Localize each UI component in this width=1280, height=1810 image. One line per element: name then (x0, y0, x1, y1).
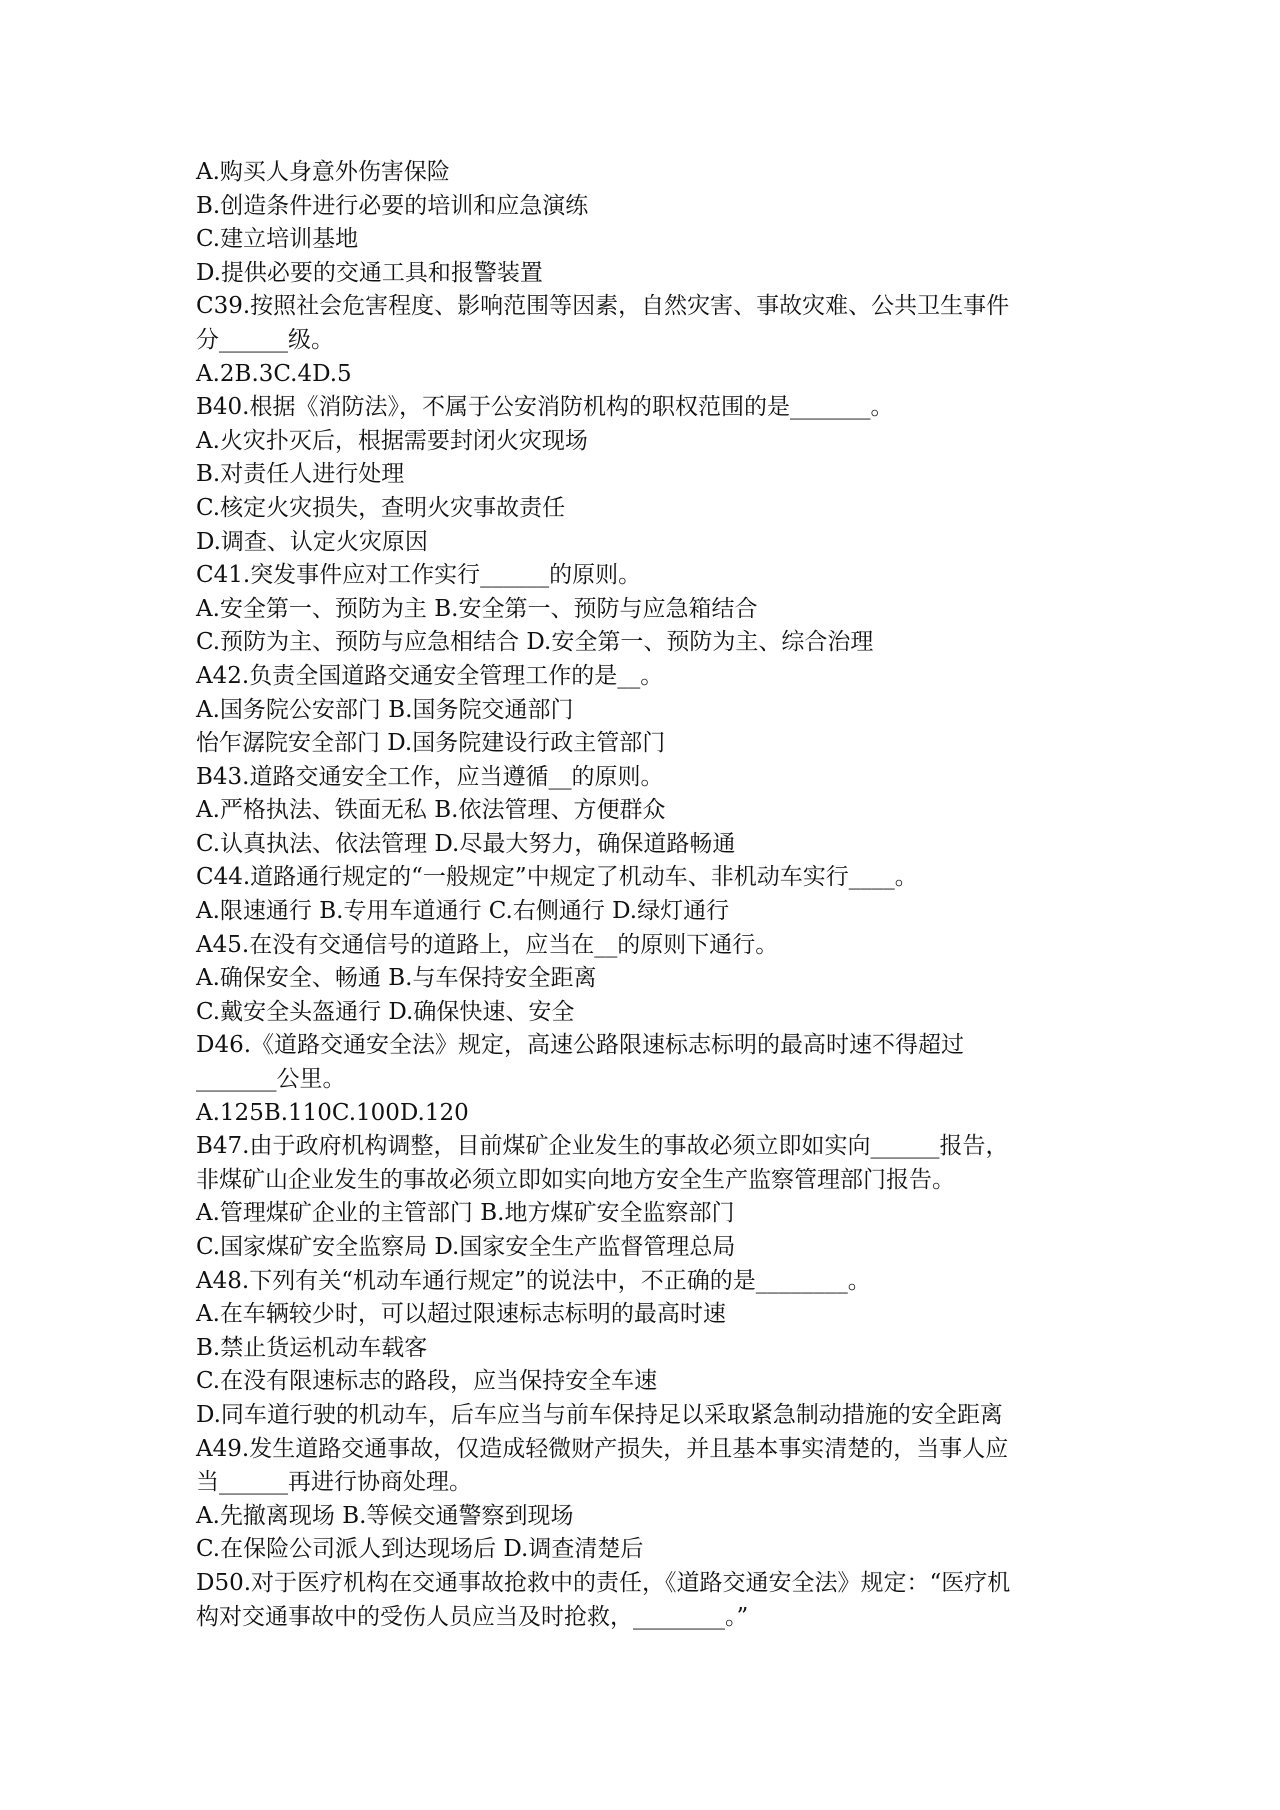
text-line: C41.突发事件应对工作实行______的原则。 (196, 562, 642, 589)
text-line: B47.由于政府机构调整，目前煤矿企业发生的事故必须立即如实向______报告， (196, 1133, 1009, 1160)
text-line: C.在保险公司派人到达现场后 D.调查清楚后 (196, 1536, 644, 1563)
text-line: A.火灾扑灭后，根据需要封闭火灾现场 (196, 427, 588, 454)
text-line: _______公里。 (196, 1066, 346, 1093)
text-line: A.购买人身意外伤害保险 (196, 159, 450, 185)
text-line: B.对责任人进行处理 (196, 461, 405, 488)
text-line: B40.根据《消防法》，不属于公安消防机构的职权范围的是_______。 (196, 394, 894, 421)
text-line: 当______再进行协商处理。 (196, 1469, 472, 1496)
text-line: 分______级。 (196, 326, 334, 353)
text-line: C.认真执法、依法管理 D.尽最大努力，确保道路畅通 (196, 830, 736, 857)
text-line: B43.道路交通安全工作，应当遵循__的原则。 (196, 763, 664, 790)
text-line: A.125B.110C.100D.120 (196, 1099, 469, 1126)
text-line: C.预防为主、预防与应急相结合 D.安全第一、预防为主、综合治理 (196, 629, 874, 656)
text-line: A.限速通行 B.专用车道通行 C.右侧通行 D.绿灯通行 (196, 898, 730, 925)
text-line: C44.道路通行规定的“一般规定”中规定了机动车、非机动车实行____。 (196, 864, 918, 891)
text-line: A.国务院公安部门 B.国务院交通部门 (196, 696, 574, 723)
text-line: C.国家煤矿安全监察局 D.国家安全生产监督管理总局 (196, 1234, 736, 1260)
text-line: A.安全第一、预防为主 B.安全第一、预防与应急箱结合 (196, 595, 758, 622)
text-line: A49.发生道路交通事故，仅造成轻微财产损失，并且基本事实清楚的，当事人应 (196, 1435, 1009, 1462)
text-line: 非煤矿山企业发生的事故必须立即如实向地方安全生产监察管理部门报告。 (196, 1166, 955, 1193)
document-body (196, 156, 1096, 1634)
text-line: D.提供必要的交通工具和报警装置 (196, 259, 543, 286)
text-line: B.禁止货运机动车载客 (196, 1334, 428, 1361)
text-line: C.核定火灾损失，查明火灾事故责任 (196, 494, 566, 521)
text-line: D50.对于医疗机构在交通事故抢救中的责任，《道路交通安全法》规定：“医疗机 (196, 1569, 1011, 1596)
text-line: 怡乍潺院安全部门 D.国务院建设行政主管部门 (196, 730, 666, 757)
text-line: C.建立培训基地 (196, 226, 359, 253)
text-line: A.在车辆较少时，可以超过限速标志标明的最高时速 (196, 1301, 726, 1328)
text-line: A42.负责全国道路交通安全管理工作的是__。 (196, 662, 664, 689)
text-line: A45.在没有交通信号的道路上，应当在__的原则下通行。 (196, 931, 779, 958)
text-line: C.戴安全头盔通行 D.确保快速、安全 (196, 998, 575, 1025)
text-line: C.在没有限速标志的路段，应当保持安全车速 (196, 1368, 658, 1395)
text-line: B.创造条件进行必要的培训和应急演练 (196, 192, 589, 219)
text-line: A.先撤离现场 B.等候交通警察到现场 (196, 1502, 574, 1529)
text-line: D.调查、认定火灾原因 (196, 528, 428, 555)
text-line: D46.《道路交通安全法》规定，高速公路限速标志标明的最高时速不得超过 (196, 1032, 965, 1059)
text-line: A48.下列有关“机动车通行规定”的说法中，不正确的是________。 (196, 1267, 871, 1294)
text-line: A.严格执法、铁面无私 B.依法管理、方便群众 (196, 797, 666, 824)
text-line: D.同车道行驶的机动车，后车应当与前车保持足以采取紧急制动措施的安全距离 (196, 1401, 1003, 1428)
text-line: A.2B.3C.4D.5 (196, 360, 352, 387)
text-line: C39.按照社会危害程度、影响范围等因素，自然灾害、事故灾难、公共卫生事件 (196, 293, 1010, 320)
text-line: 构对交通事故中的受伤人员应当及时抢救，________。” (196, 1603, 749, 1630)
text-line: A.管理煤矿企业的主管部门 B.地方煤矿安全监察部门 (196, 1200, 735, 1227)
text-line: A.确保安全、畅通 B.与车保持安全距离 (196, 965, 597, 992)
